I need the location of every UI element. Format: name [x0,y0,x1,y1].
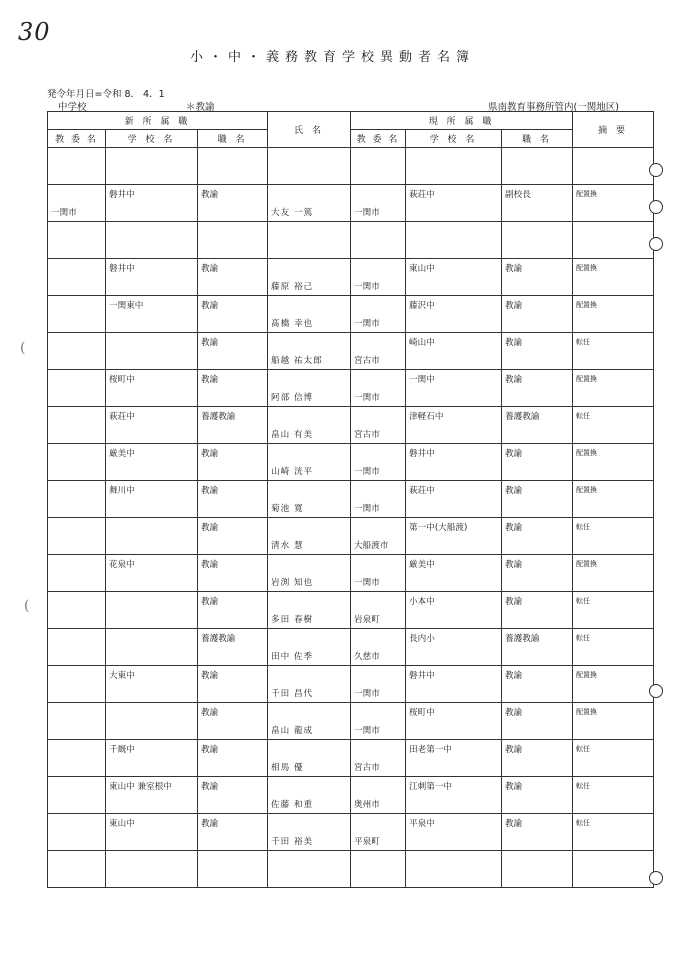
note-cell: 配置換 [573,703,654,740]
new-school-cell: 厳美中 [106,444,198,481]
name-cell: 畠山 龍成 [268,703,351,740]
region-label: 県南教育事務所管内(一関地区) [488,102,619,113]
new-position-cell: 教諭 [198,481,268,518]
current-position-cell: 教諭 [502,777,573,814]
note-cell: 配置換 [573,444,654,481]
new-school-cell: 東山中 [106,814,198,851]
new-school-cell: 花泉中 [106,555,198,592]
new-school-cell [106,851,198,888]
punch-hole [649,871,663,885]
current-school-cell: 東山中 [406,259,502,296]
new-board-cell [48,851,106,888]
table-row [48,851,654,888]
new-position-cell: 教諭 [198,777,268,814]
page-number: 30 [18,18,51,46]
note-cell: 配置換 [573,296,654,333]
new-board-cell [48,666,106,703]
table-row [48,703,654,740]
note-cell: 転任 [573,740,654,777]
note-cell: 転任 [573,592,654,629]
new-board-cell [48,703,106,740]
new-board-cell: 一関市 [48,185,106,222]
current-board-cell: 奥州市 [351,777,406,814]
current-school-cell: 津軽石中 [406,407,502,444]
current-position-cell: 養護教諭 [502,629,573,666]
current-school-cell [406,851,502,888]
note-cell: 配置換 [573,185,654,222]
name-cell: 畠山 有美 [268,407,351,444]
new-board-cell [48,555,106,592]
name-cell: 山崎 洸平 [268,444,351,481]
table-row [48,259,654,296]
current-position-cell: 教諭 [502,296,573,333]
new-position-cell: 教諭 [198,592,268,629]
current-board-cell: 一関市 [351,444,406,481]
current-school-cell: 小本中 [406,592,502,629]
new-position-cell: 教諭 [198,555,268,592]
name-cell [268,222,351,259]
current-position-cell: 教諭 [502,666,573,703]
new-board-cell [48,629,106,666]
current-position-cell: 教諭 [502,518,573,555]
new-position-cell: 養護教諭 [198,407,268,444]
note-cell: 転任 [573,518,654,555]
current-board-cell: 大船渡市 [351,518,406,555]
new-board-cell [48,481,106,518]
name-cell: 岩渕 知也 [268,555,351,592]
new-school-cell: 磐井中 [106,185,198,222]
current-school-cell: 藤沢中 [406,296,502,333]
current-board-cell: 宮古市 [351,407,406,444]
current-school-cell: 一関中 [406,370,502,407]
new-board-cell [48,296,106,333]
name-cell: 佐藤 和重 [268,777,351,814]
note-cell [573,148,654,185]
punch-hole [649,237,663,251]
current-school-cell [406,222,502,259]
header-new-affiliation: 新 所 属 職 [48,112,268,130]
new-board-cell [48,333,106,370]
current-board-cell: 一関市 [351,666,406,703]
new-position-cell: 教諭 [198,185,268,222]
new-position-cell: 教諭 [198,370,268,407]
current-school-cell [406,148,502,185]
new-board-cell [48,777,106,814]
current-board-cell: 宮古市 [351,740,406,777]
current-school-cell: 萩荘中 [406,481,502,518]
new-school-cell [106,148,198,185]
name-cell: 千田 昌代 [268,666,351,703]
header-name: 氏 名 [268,112,351,148]
current-school-cell: 江刺第一中 [406,777,502,814]
new-school-cell: 萩荘中 [106,407,198,444]
name-cell: 阿部 信博 [268,370,351,407]
table-row [48,555,654,592]
new-position-cell: 教諭 [198,333,268,370]
table-row [48,592,654,629]
current-position-cell: 養護教諭 [502,407,573,444]
current-position-cell: 教諭 [502,555,573,592]
scan-mark: ( [20,340,26,356]
note-cell: 転任 [573,407,654,444]
current-board-cell: 一関市 [351,185,406,222]
new-board-cell [48,148,106,185]
current-board-cell: 宮古市 [351,333,406,370]
table-row [48,333,654,370]
current-board-cell [351,222,406,259]
name-cell: 大友 一篤 [268,185,351,222]
current-position-cell: 副校長 [502,185,573,222]
new-board-cell [48,407,106,444]
current-board-cell [351,148,406,185]
table-row [48,148,654,185]
table-row [48,296,654,333]
new-school-cell [106,518,198,555]
current-school-cell: 平泉中 [406,814,502,851]
new-position-cell: 教諭 [198,259,268,296]
name-cell: 相馬 優 [268,740,351,777]
header-current-affiliation: 現 所 属 職 [351,112,573,130]
current-board-cell: 一関市 [351,555,406,592]
name-cell: 藤原 裕己 [268,259,351,296]
current-position-cell: 教諭 [502,740,573,777]
current-position-cell [502,851,573,888]
new-position-cell: 教諭 [198,814,268,851]
note-cell: 配置換 [573,666,654,703]
name-cell [268,148,351,185]
table-row [48,629,654,666]
table-row [48,370,654,407]
table-row [48,444,654,481]
school-type: 中学校 [58,102,87,113]
document-title: 小・中・義務教育学校異動者名簿 [190,50,476,65]
current-board-cell [351,851,406,888]
current-position-cell [502,222,573,259]
new-position-cell: 教諭 [198,518,268,555]
note-cell: 配置換 [573,481,654,518]
new-school-cell [106,703,198,740]
current-position-cell [502,148,573,185]
name-cell: 多田 春樹 [268,592,351,629]
scan-mark: ( [24,598,30,614]
header-current-board: 教 委 名 [351,130,406,148]
current-board-cell: 平泉町 [351,814,406,851]
new-school-cell: 大東中 [106,666,198,703]
name-cell [268,851,351,888]
header-notes: 摘 要 [573,112,654,148]
new-board-cell [48,518,106,555]
current-board-cell: 一関市 [351,259,406,296]
new-school-cell [106,592,198,629]
new-board-cell [48,370,106,407]
new-position-cell [198,851,268,888]
transfer-roster-table [47,111,654,888]
current-board-cell: 久慈市 [351,629,406,666]
table-row [48,407,654,444]
table-row [48,222,654,259]
new-position-cell: 教諭 [198,666,268,703]
new-position-cell: 教諭 [198,296,268,333]
job-type: ＊教諭 [186,102,215,113]
note-cell: 配置換 [573,370,654,407]
note-cell: 転任 [573,777,654,814]
name-cell: 船越 祐太郎 [268,333,351,370]
header-new-school: 学 校 名 [106,130,198,148]
current-board-cell: 一関市 [351,296,406,333]
new-position-cell [198,148,268,185]
current-school-cell: 磐井中 [406,444,502,481]
note-cell: 転任 [573,333,654,370]
current-school-cell: 桜町中 [406,703,502,740]
current-position-cell: 教諭 [502,592,573,629]
header-current-school: 学 校 名 [406,130,502,148]
new-position-cell [198,222,268,259]
new-school-cell: 東山中 兼室根中 [106,777,198,814]
new-position-cell: 教諭 [198,740,268,777]
table-row [48,185,654,222]
note-cell [573,851,654,888]
current-board-cell: 一関市 [351,481,406,518]
current-position-cell: 教諭 [502,814,573,851]
new-board-cell [48,592,106,629]
new-school-cell: 舞川中 [106,481,198,518]
note-cell: 配置換 [573,555,654,592]
note-cell: 転任 [573,629,654,666]
current-position-cell: 教諭 [502,444,573,481]
table-row [48,814,654,851]
new-school-cell: 桜町中 [106,370,198,407]
table-row [48,518,654,555]
new-school-cell [106,333,198,370]
new-position-cell: 教諭 [198,703,268,740]
table-row [48,666,654,703]
new-board-cell [48,259,106,296]
table-row [48,481,654,518]
new-school-cell [106,222,198,259]
new-position-cell: 養護教諭 [198,629,268,666]
issue-date-line: 発令年月日=令和 8． 4．1 [47,89,165,100]
name-cell: 髙橋 幸也 [268,296,351,333]
name-cell: 清水 慧 [268,518,351,555]
note-cell [573,222,654,259]
note-cell: 転任 [573,814,654,851]
new-board-cell [48,444,106,481]
current-school-cell: 第一中(大船渡) [406,518,502,555]
table-row [48,740,654,777]
new-board-cell [48,740,106,777]
punch-hole [649,200,663,214]
new-school-cell [106,629,198,666]
new-school-cell: 一関東中 [106,296,198,333]
new-school-cell: 千厩中 [106,740,198,777]
header-new-board: 教 委 名 [48,130,106,148]
table-row [48,777,654,814]
name-cell: 菊池 寛 [268,481,351,518]
new-school-cell: 磐井中 [106,259,198,296]
current-position-cell: 教諭 [502,703,573,740]
current-school-cell: 田老第一中 [406,740,502,777]
punch-hole [649,163,663,177]
new-position-cell: 教諭 [198,444,268,481]
header-current-position: 職 名 [502,130,573,148]
new-board-cell [48,814,106,851]
current-school-cell: 萩荘中 [406,185,502,222]
current-school-cell: 厳美中 [406,555,502,592]
header-new-position: 職 名 [198,130,268,148]
note-cell: 配置換 [573,259,654,296]
current-board-cell: 一関市 [351,370,406,407]
punch-hole [649,684,663,698]
current-position-cell: 教諭 [502,333,573,370]
current-position-cell: 教諭 [502,259,573,296]
current-school-cell: 磐井中 [406,666,502,703]
current-school-cell: 長内小 [406,629,502,666]
name-cell: 千田 裕美 [268,814,351,851]
new-board-cell [48,222,106,259]
current-position-cell: 教諭 [502,370,573,407]
name-cell: 田中 佐季 [268,629,351,666]
current-school-cell: 崎山中 [406,333,502,370]
current-position-cell: 教諭 [502,481,573,518]
current-board-cell: 岩泉町 [351,592,406,629]
current-board-cell: 一関市 [351,703,406,740]
